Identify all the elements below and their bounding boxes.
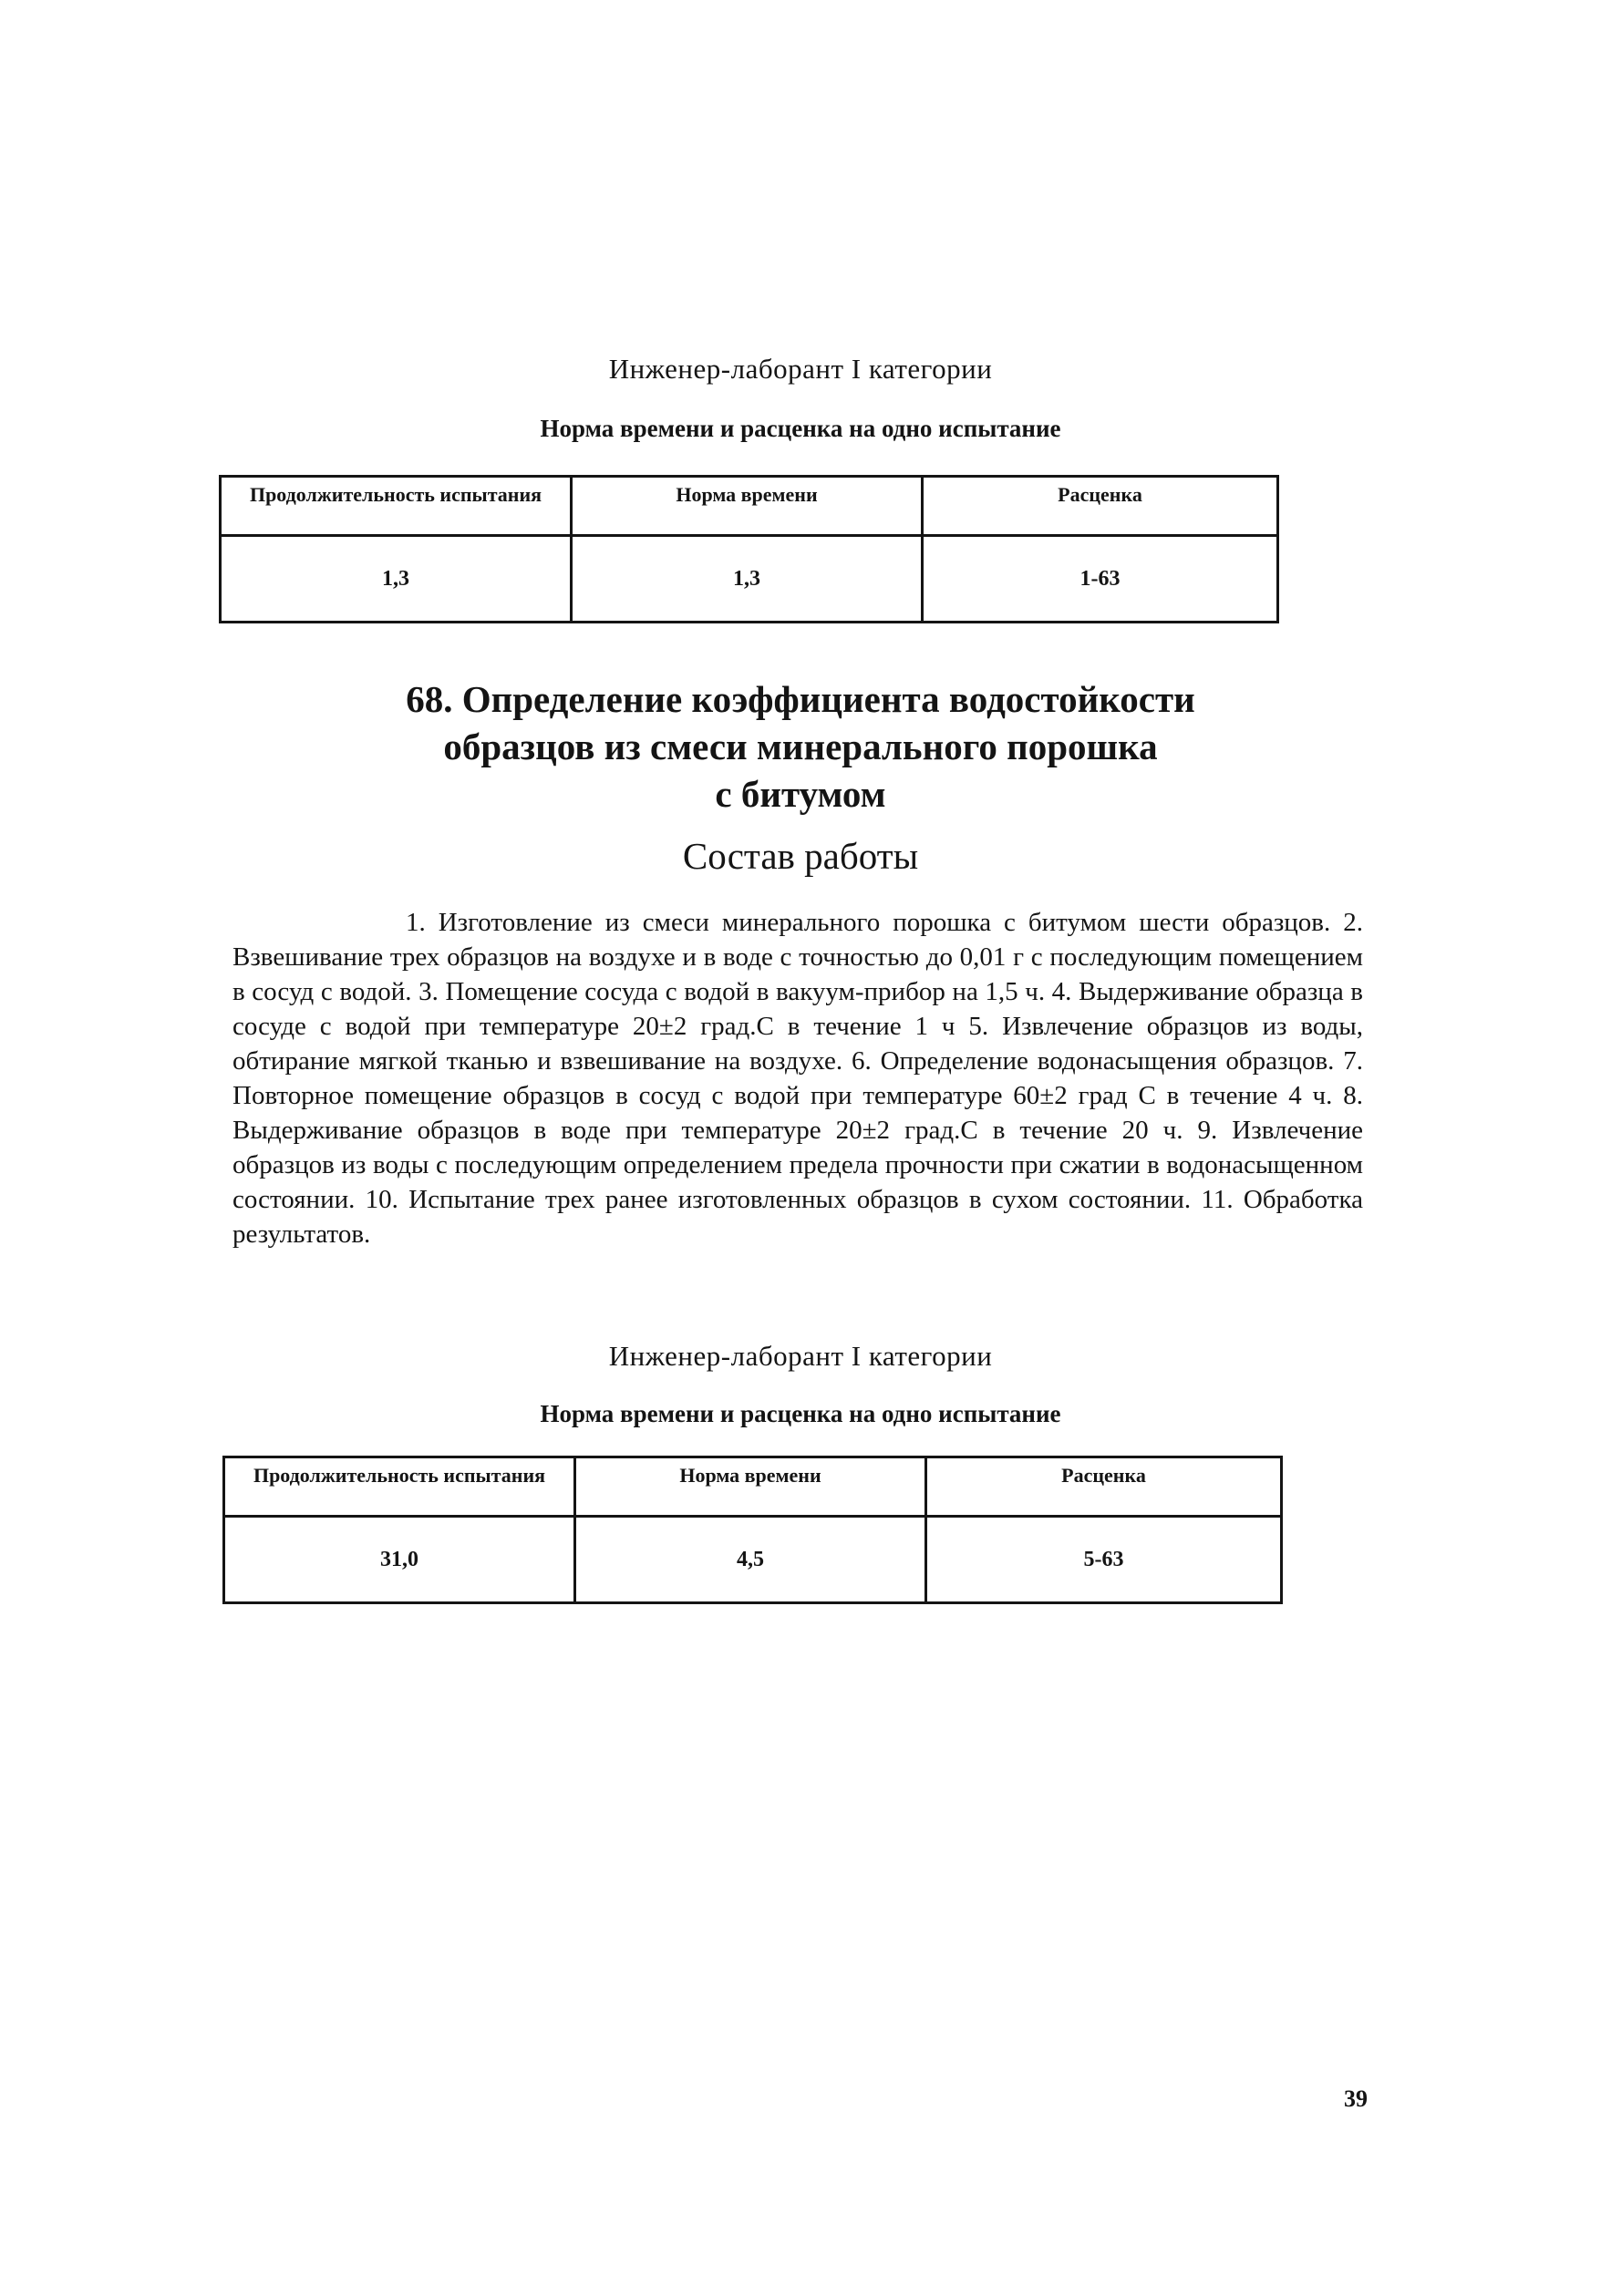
cell-rate: 1-63 <box>923 536 1278 623</box>
header-time-norm: Норма времени <box>572 477 923 536</box>
work-composition-heading: Состав работы <box>682 835 919 877</box>
table-header-row <box>224 1457 1282 1517</box>
header-rate: Расценка <box>923 477 1278 536</box>
cell-duration: 1,3 <box>221 536 572 623</box>
header-duration: Продолжительность испытания <box>221 477 572 536</box>
norm-caption-2: Норма времени и расценка на одно испытание <box>540 1400 1061 1427</box>
header-duration: Продолжительность испытания <box>224 1457 575 1517</box>
header-rate: Расценка <box>926 1457 1282 1517</box>
work-composition-text: 1. Изготовление из смеси минерального порошка с битумом шести образцов. 2. Взвешивание трех образцов на воздухе и в воде с точностью до 0,01 г с последующим помещением в сосуд с водой. 3. Помещение сосуда с водой в вакуум-прибор на 1,5 ч. 4. Выдерживание образца в сосуде с водой при температуре 20±2 град.С в течение 1 ч 5. Извлечение образцов из воды, обтирание мягкой тканью и взвешивание на воздухе. 6. Определение водонасыщения образцов. 7. Повторное помещение образцов в сосуд с водой при температуре 60±2 град С в течение 4 ч. 8. Выдерживание образцов в воде при температуре 20±2 град.С в течение 20 ч. 9. Извлечение образцов из воды с последующим определением предела прочности при сжатии в водонасыщенном состоянии. 10. Испытание трех ранее изготовленных образцов в сухом состоянии. 11. Обработка результатов. <box>232 908 1363 1249</box>
cell-time-norm: 1,3 <box>572 536 923 623</box>
cell-duration: 31,0 <box>224 1517 575 1603</box>
header-time-norm: Норма времени <box>575 1457 926 1517</box>
cell-rate: 5-63 <box>926 1517 1282 1603</box>
heading-line-1: 68. Определение коэффициента водостойкости <box>406 678 1195 720</box>
page-number: 39 <box>1344 2085 1368 2112</box>
heading-line-3: с битумом <box>715 773 886 815</box>
norm-table-2 <box>222 1456 1283 1604</box>
table-header-row <box>221 477 1278 536</box>
worker-category-2: Инженер-лаборант I категории <box>608 1340 993 1372</box>
table-row <box>221 536 1278 623</box>
norm-caption-1: Норма времени и расценка на одно испытание <box>540 415 1061 442</box>
norm-table-1 <box>219 475 1279 623</box>
table-row <box>224 1517 1282 1603</box>
worker-category-1: Инженер-лаборант I категории <box>608 353 993 385</box>
cell-time-norm: 4,5 <box>575 1517 926 1603</box>
section-heading <box>0 675 1601 818</box>
heading-line-2: образцов из смеси минерального порошка <box>443 726 1158 767</box>
